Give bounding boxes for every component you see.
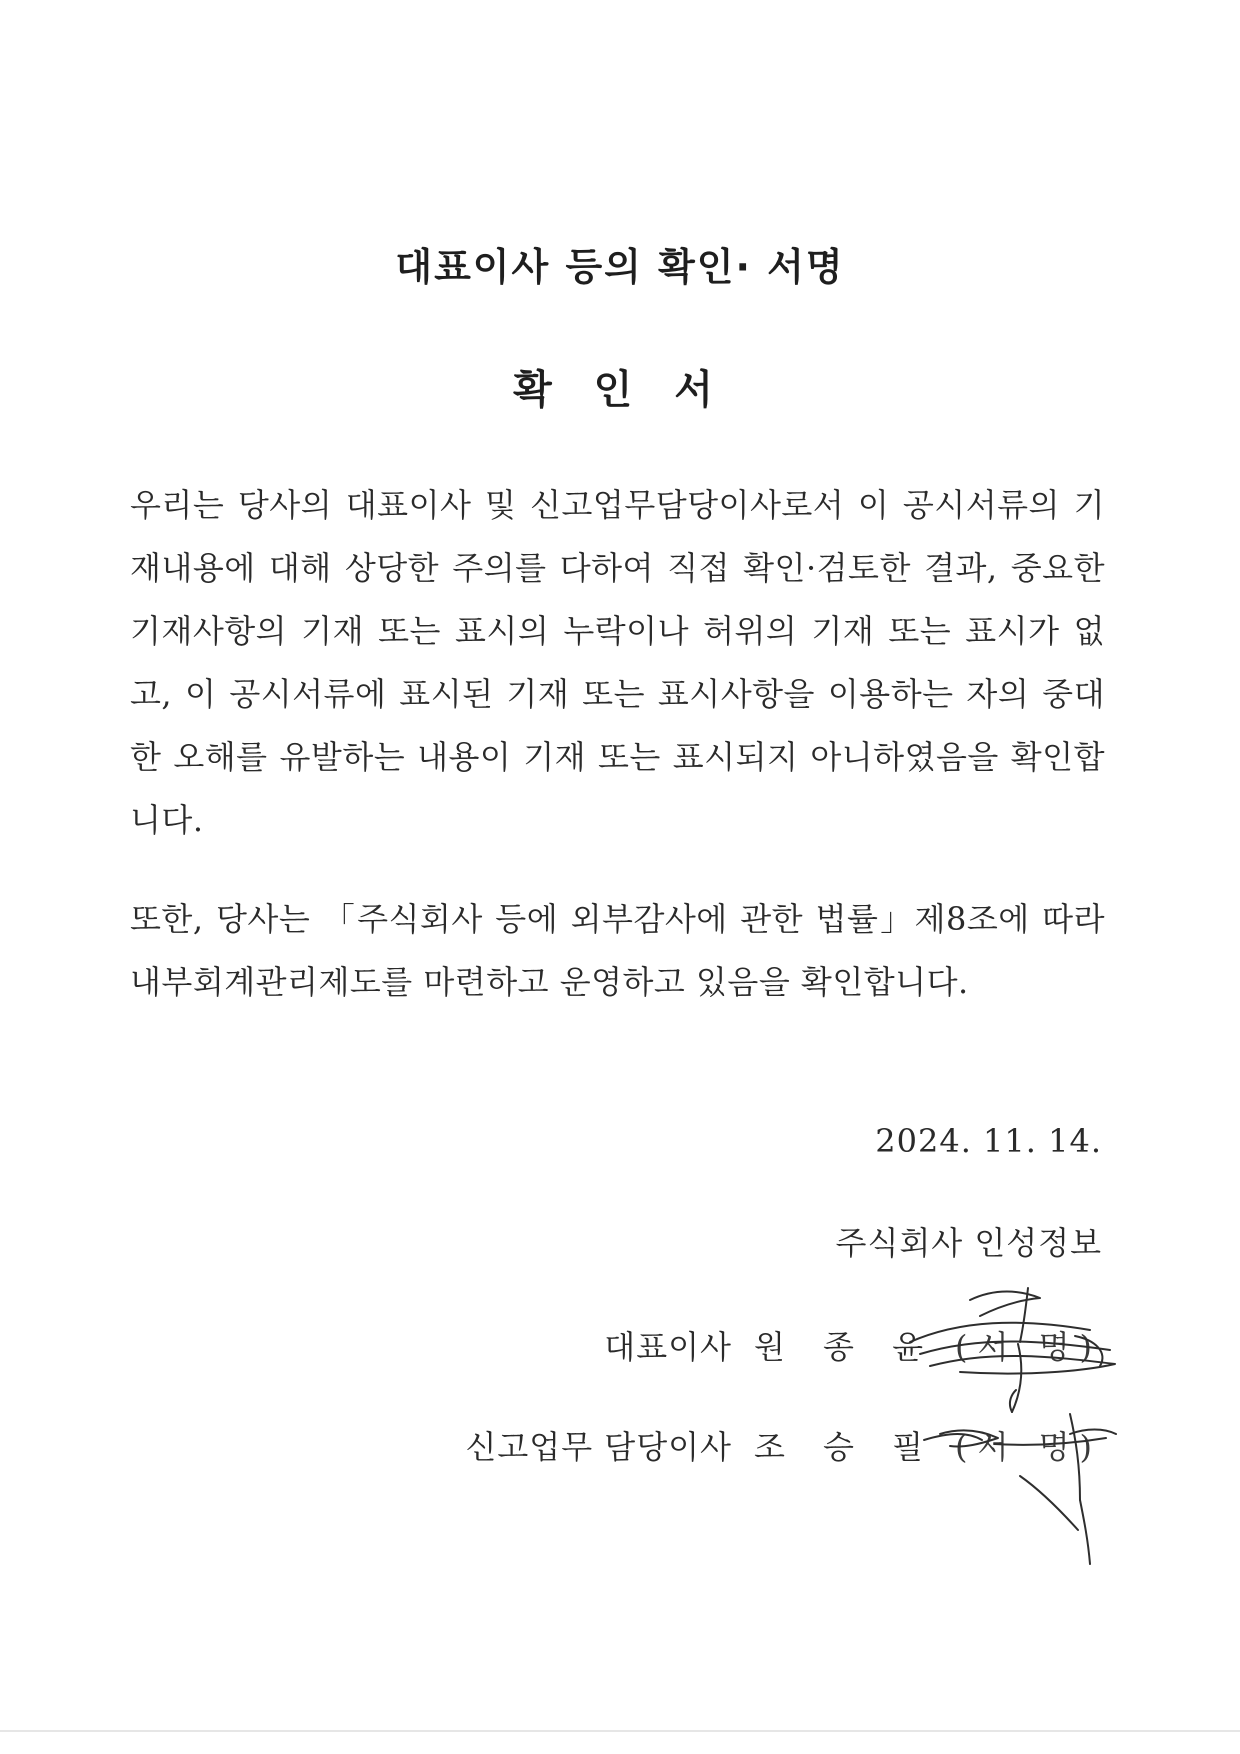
scan-edge-divider	[0, 1730, 1240, 1732]
ceo-signature-mark: (서 명)	[955, 1328, 1102, 1366]
ceo-name: 원 종 윤	[753, 1328, 938, 1366]
company-name: 주식회사 인성정보	[835, 1224, 1102, 1262]
officer-name: 조 승 필	[753, 1428, 938, 1466]
officer-signature-line	[465, 1422, 1102, 1468]
confirmation-paragraph: 우리는 당사의 대표이사 및 신고업무담당이사로서 이 공시서류의 기재내용에 대해 상당한 주의를 다하여 직접 확인·검토한 결과, 중요한 기재사항의 기재 또는 표시의 누락이나 허위의 기재 또는 표시가 없고, 이 공시서류에 표시된 기재 또는 표시사항을 이용하는 자의 중대한 오해를 유발하는 내용이 기재 또는 표시되지 아니하였음을 확인합니다.	[130, 486, 1105, 839]
document-date: 2024. 11. 14.	[875, 1122, 1102, 1160]
ceo-role: 대표이사	[604, 1328, 732, 1366]
document-title: 대표이사 등의 확인· 서명	[395, 245, 845, 289]
document-subtitle: 확 인 서	[513, 367, 727, 413]
officer-signature-mark: (서 명)	[955, 1428, 1102, 1466]
ceo-signature-line	[604, 1322, 1102, 1368]
officer-role: 신고업무 담당이사	[465, 1428, 732, 1466]
internal-control-paragraph: 또한, 당사는 「주식회사 등에 외부감사에 관한 법률」제8조에 따라 내부회계관리제도를 마련하고 운영하고 있음을 확인합니다.	[130, 900, 1105, 1001]
